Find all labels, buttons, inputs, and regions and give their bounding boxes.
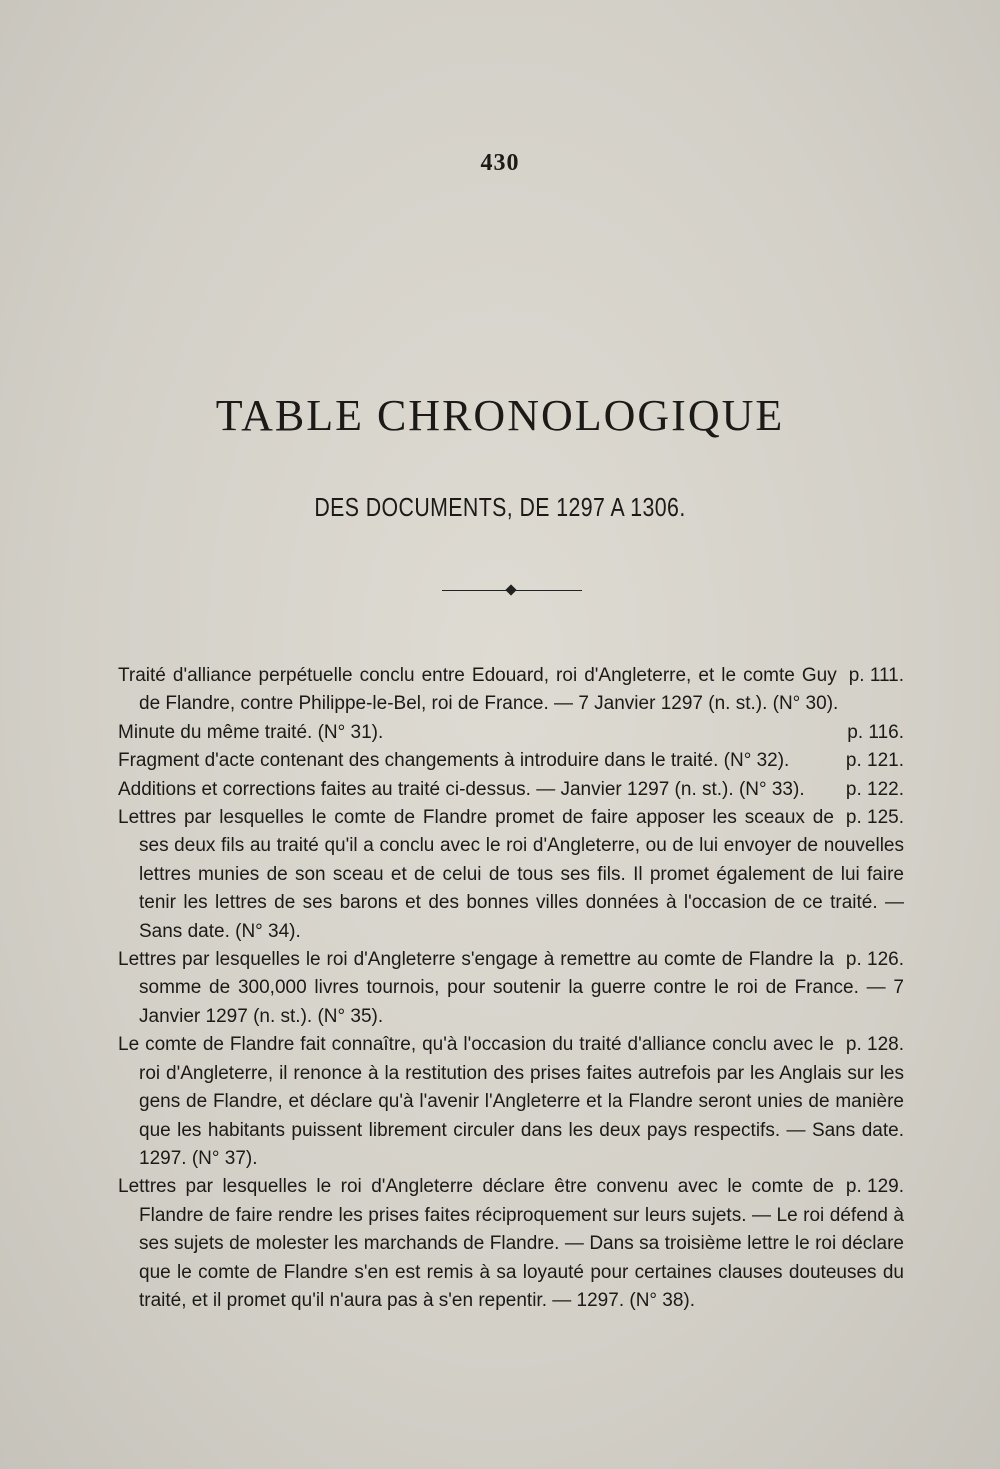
page-reference: p. 125. (845, 807, 904, 829)
page-reference: p. 126. (845, 949, 904, 971)
page-reference: p. 122. (845, 778, 904, 800)
page-subtitle: DES DOCUMENTS, DE 1297 A 1306. (314, 492, 686, 522)
entry-text: Traité d'alliance perpétuelle conclu entre Edouard, roi d'Angleterre, et le comte Guy de Flandre, contre Philippe-le-Bel, roi de France. — 7 Janvier 1297 (n. st.). (N° 30). (118, 665, 839, 715)
list-item (118, 747, 904, 775)
page-reference: p. 128. (845, 1034, 904, 1056)
entry-text: Lettres par lesquelles le roi d'Angleterre déclare être convenu avec le comte de Flandre de faire rendre les prises faites réciproquement sur leurs sujets. — Le roi défend à ses sujets de molester les marchands de Flandre. — Dans sa troisième lettre le roi déclare que le comte de Flandre s'en est remis à sa loyauté pour certaines clauses douteuses du traité, et il promet qu'il n'aura pas à s'en repentir. — 1297. (N° 38). (118, 1176, 904, 1311)
list-item (118, 1031, 904, 1173)
list-item (118, 1173, 904, 1315)
list-item (118, 804, 904, 946)
table-of-documents (118, 662, 904, 1315)
entry-text: Additions et corrections faites au traité ci-dessus. — Janvier 1297 (n. st.). (N° 33). (118, 778, 805, 800)
page-number: 430 (480, 150, 520, 176)
list-item (118, 719, 904, 747)
entry-text: Fragment d'acte contenant des changements à introduire dans le traité. (N° 32). (118, 750, 790, 772)
list-item (118, 776, 904, 804)
divider-diamond (505, 584, 516, 595)
page-reference: p. 111. (848, 665, 904, 686)
entry-text: Minute du même traité. (N° 31). (118, 721, 384, 743)
page-reference: p. 129. (845, 1176, 904, 1198)
entry-text: Le comte de Flandre fait connaître, qu'à l'occasion du traité d'alliance conclu avec le roi d'Angleterre, il renonce à la restitution des prises faites autrefois par les Anglais sur les gens de Flandre, et déclare qu'à l'avenir l'Angleterre et la Flandre seront unies de manière que les habitants puissent librement circuler dans les deux pays respectifs. — Sans date. 1297. (N° 37). (118, 1034, 904, 1169)
page-reference: p. 121. (845, 750, 904, 772)
entry-text: Lettres par lesquelles le comte de Flandre promet de faire apposer les sceaux de ses deux fils au traité qu'il a conclu avec le roi d'Angleterre, ou de lui envoyer de nouvelles lettres munies de son sceau et de celui de tous ses fils. Il promet également de lui faire tenir les lettres de ses barons et des bonnes villes données à l'occasion de ce traité. — Sans date. (N° 34). (118, 807, 904, 942)
list-item (118, 946, 904, 1031)
entry-text: Lettres par lesquelles le roi d'Angleterre s'engage à remettre au comte de Flandre la somme de 300,000 livres tournois, pour soutenir la guerre contre le roi de France. — 7 Janvier 1297 (n. st.). (N° 35). (118, 949, 904, 1027)
page-title: TABLE CHRONOLOGIQUE (215, 391, 785, 440)
page-reference: p. 116. (847, 721, 904, 743)
list-item (118, 662, 904, 719)
